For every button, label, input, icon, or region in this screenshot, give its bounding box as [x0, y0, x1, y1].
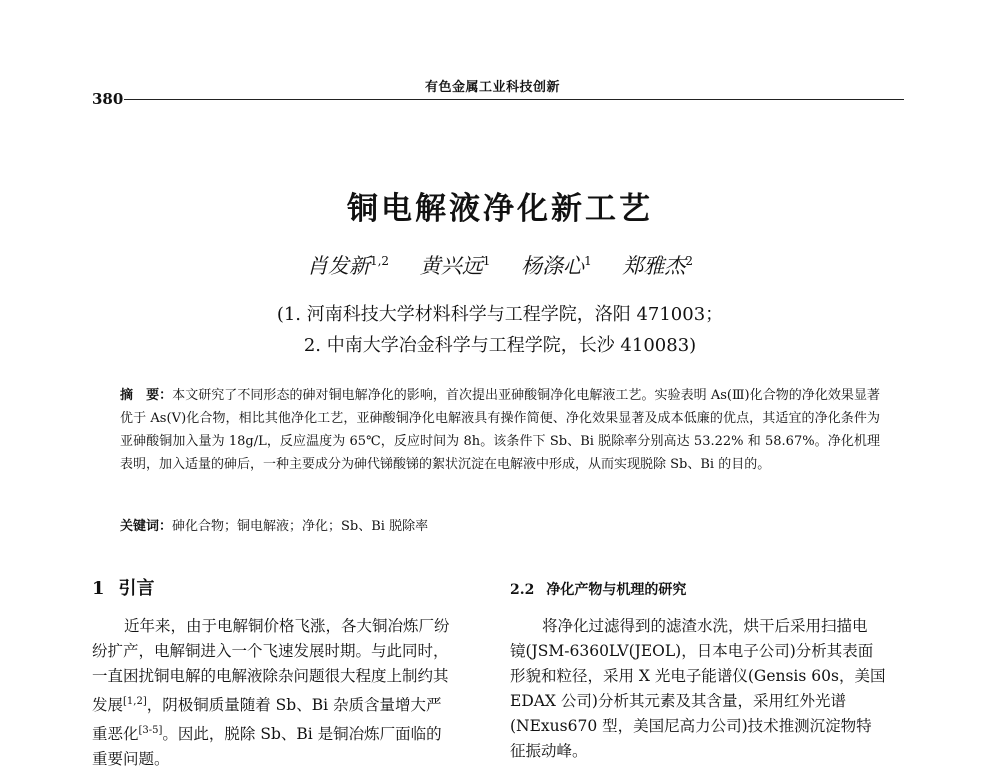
text-line: (NExus670 型，美国尼高力公司)技术推测沉淀物特 — [510, 717, 872, 735]
abstract-label: 摘 要： — [120, 388, 173, 403]
author: 杨涤心$^1$ — [521, 254, 592, 278]
section-2-2-heading — [510, 579, 686, 599]
affiliation-2: 2. 中南大学冶金科学与工程学院，长沙 410083) — [303, 335, 697, 356]
keywords-label: 关键词： — [120, 519, 173, 534]
intro-paragraph — [92, 614, 484, 772]
author-list — [0, 250, 1000, 280]
text-line: 纷扩产，电解铜进入一个飞速发展时期。与此同时， — [92, 642, 449, 660]
section-title: 引言 — [118, 578, 155, 599]
abstract-text: 本文研究了不同形态的砷对铜电解净化的影响，首次提出亚砷酸铜净化电解液工艺。实验表明 As(Ⅲ)化合物的净化效果显著优于 As(Ⅴ)化合物，相比其他净化工艺，亚砷酸铜净化电解液具有操作简便、净化效果显著及成本低廉的优点，其适宜的净化条件为亚砷酸铜加入量为 18g/L，反应温度为 65℃，反应时间为 8h。该条件下 Sb、Bi 脱除率分别高达 53.22% 和 58.67%。净化机理表明，加入适量的砷后，一种主要成分为砷代锑酸锑的絮状沉淀在电解液中形成，从而实现脱除 Sb、Bi 的目的。 — [120, 388, 880, 472]
citation: [1,2] — [123, 696, 147, 707]
citation: [3-5] — [138, 725, 163, 737]
text-line: 近年来，由于电解铜价格飞涨，各大铜冶炼厂纷 — [124, 617, 450, 635]
affiliation-1: (1. 河南科技大学材料科学与工程学院，洛阳 471003； — [276, 304, 724, 325]
paper-title: 铜电解液净化新工艺 — [347, 191, 653, 227]
text-line: 形貌和粒径，采用 X 光电子能谱仪(Gensis 60s，美国 — [510, 667, 886, 685]
text-line: EDAX 公司)分析其元素及其含量，采用红外光谱 — [510, 692, 846, 710]
text-line: 重恶化[3-5]。因此，脱除 Sb、Bi 是铜冶炼厂面临的 — [92, 725, 442, 744]
header-rule — [124, 99, 904, 100]
text-line: 一直困扰铜电解的电解液除杂问题很大程度上制约其 — [92, 667, 449, 685]
section-title: 净化产物与机理的研究 — [546, 582, 687, 598]
text-line: 发展[1,2]，阴极铜质量随着 Sb、Bi 杂质含量增大严 — [92, 696, 442, 715]
page-number: 380 — [92, 90, 124, 108]
author: 肖发新$^{1,2}$ — [306, 254, 390, 278]
keywords-text: 砷化合物；铜电解液；净化；Sb、Bi 脱除率 — [172, 519, 429, 534]
section-number: 2.2 — [510, 582, 535, 598]
abstract — [120, 384, 880, 476]
text-line: 镜(JSM-6360LV(JEOL)，日本电子公司)分析其表面 — [510, 642, 874, 660]
author: 黄兴远$^1$ — [419, 254, 491, 278]
author: 郑雅杰$^2$ — [622, 254, 694, 278]
text-line: 征振动峰。 — [510, 742, 588, 760]
text-line: 重要问题。 — [92, 750, 170, 769]
text-line: 将净化过滤得到的滤渣水洗，烘干后采用扫描电 — [542, 617, 868, 635]
method-paragraph — [510, 614, 902, 764]
section-number: 1 — [92, 578, 105, 599]
section-1-heading — [92, 574, 155, 600]
keywords — [120, 515, 880, 534]
running-head: 有色金属工业科技创新 — [425, 80, 561, 95]
